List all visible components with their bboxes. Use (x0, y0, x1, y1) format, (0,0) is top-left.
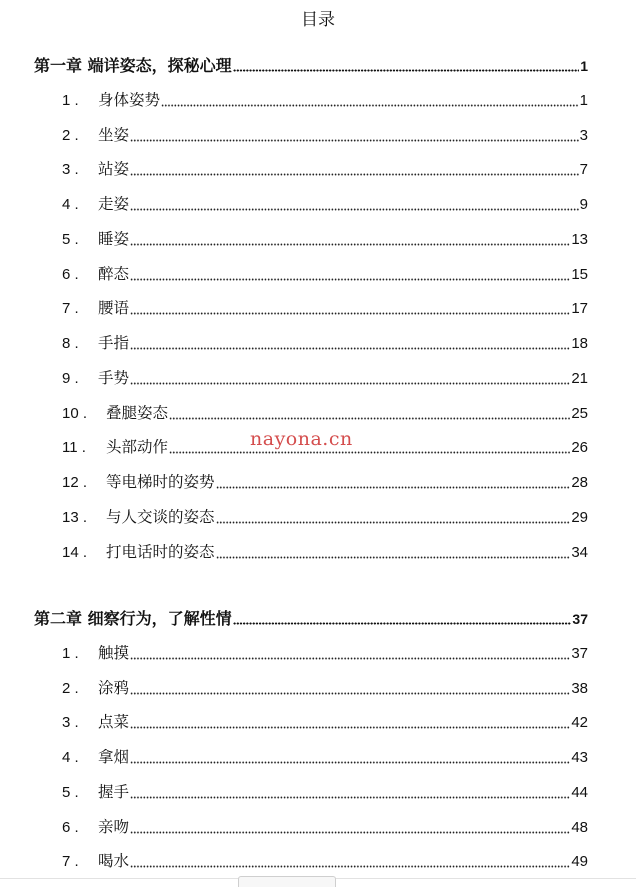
toc-entry[interactable] (0, 226, 636, 250)
toc-title: 目录 (301, 10, 335, 30)
chapter-title: 第一章 端详姿态，探秘心理 (34, 56, 232, 75)
chapter-heading[interactable] (0, 605, 636, 629)
toc-entry-number: 9 . (62, 369, 79, 387)
toc-entry-text: 手势 (98, 368, 130, 387)
toc-entry-number: 7 . (62, 300, 79, 318)
toc-entry-label (62, 264, 129, 285)
toc-entry-number: 6 . (62, 818, 79, 836)
dot-leader (130, 173, 579, 176)
toc-entry-text: 叠腿姿态 (106, 403, 169, 422)
toc-entry-page-number: 42 (571, 714, 588, 732)
toc-entry[interactable] (0, 675, 636, 699)
toc-entry-number: 4 . (62, 749, 79, 766)
toc-entry[interactable] (0, 365, 636, 389)
toc-entry-label (62, 678, 129, 699)
toc-entry-page-number: 29 (571, 508, 588, 526)
toc-entry-page-number: 37 (571, 644, 588, 662)
toc-entry-text: 坐姿 (98, 125, 130, 144)
toc-entry-label (62, 472, 215, 493)
toc-entry[interactable] (0, 87, 636, 111)
dot-leader (233, 622, 572, 625)
toc-entry-label (62, 817, 129, 838)
toc-entry-page-number: 1 (579, 91, 588, 109)
toc-entry-text: 喝水 (98, 852, 130, 871)
toc-entry[interactable] (0, 640, 636, 664)
toc-entry-label (62, 298, 129, 319)
toc-entry-number: 3 . (62, 714, 79, 732)
toc-entry-label (62, 782, 129, 803)
toc-entry-label (62, 712, 129, 733)
toc-entry[interactable] (0, 330, 636, 354)
toc-entry-text: 站姿 (98, 160, 130, 179)
toc-entry-text: 点菜 (98, 713, 130, 732)
toc-entry-label (62, 851, 129, 872)
toc-entry-text: 亲吻 (98, 817, 130, 836)
dot-leader (130, 347, 570, 350)
toc-entry-number: 10 . (62, 404, 88, 422)
dot-leader (161, 104, 579, 107)
toc-entry-label (62, 747, 129, 768)
dot-leader (130, 312, 570, 315)
toc-entry-number: 6 . (62, 265, 79, 283)
dot-leader (130, 726, 570, 729)
toc-entry-number: 7 . (62, 853, 79, 871)
toc-entry[interactable] (0, 191, 636, 215)
dot-leader (130, 208, 579, 211)
toc-entry-label (62, 229, 129, 250)
toc-entry[interactable] (0, 709, 636, 733)
dot-leader (130, 139, 579, 142)
toc-entry-number: 5 . (62, 230, 79, 248)
toc-entry-page-number: 38 (571, 679, 588, 697)
toc-entry-number: 2 . (62, 126, 79, 144)
toc-entry-number: 8 . (62, 335, 79, 352)
toc-entry-label (62, 507, 215, 528)
toc-entry-number: 13 . (62, 508, 88, 526)
toc-entry[interactable] (0, 539, 636, 563)
toc-entry-page-number: 3 (579, 126, 588, 144)
toc-entry-text: 手指 (98, 334, 130, 352)
chapter-page-number: 37 (572, 611, 588, 627)
toc-entry-number: 2 . (62, 679, 79, 697)
dot-leader (130, 657, 570, 660)
toc-entry-label (62, 333, 129, 354)
page-scroll-tab[interactable] (238, 876, 336, 887)
toc-entry-label (62, 368, 129, 389)
toc-entry-page-number: 25 (571, 404, 588, 422)
dot-leader (130, 382, 570, 385)
toc-entry-page-number: 26 (571, 439, 588, 457)
toc-entry[interactable] (0, 261, 636, 285)
toc-entry[interactable] (0, 156, 636, 180)
dot-leader (130, 796, 570, 799)
toc-entry-text: 触摸 (98, 643, 130, 662)
toc-entry[interactable] (0, 779, 636, 803)
toc-entry[interactable] (0, 295, 636, 319)
toc-entry-label (62, 437, 168, 458)
toc-entry-label (62, 159, 129, 180)
toc-entry-text: 头部动作 (106, 438, 169, 457)
toc-entry-text: 醉态 (98, 264, 130, 283)
dot-leader (169, 451, 570, 454)
toc-entry-page-number: 15 (571, 265, 588, 283)
toc-entry[interactable] (0, 848, 636, 872)
toc-entry-number: 4 . (62, 196, 79, 213)
chapter-heading[interactable] (0, 52, 636, 76)
toc-entry-page-number: 43 (571, 749, 588, 766)
toc-entry[interactable] (0, 469, 636, 493)
toc-entry-page-number: 9 (579, 196, 588, 213)
toc-entry[interactable] (0, 814, 636, 838)
toc-entry-text: 握手 (98, 782, 130, 801)
toc-entry-page-number: 49 (571, 853, 588, 871)
toc-entry-label (62, 643, 129, 664)
toc-entry-text: 身体姿势 (98, 90, 161, 109)
toc-entry-text: 涂鸦 (98, 678, 130, 697)
toc-entry-page-number: 48 (571, 818, 588, 836)
toc-entry-label (62, 403, 168, 424)
toc-entry-text: 等电梯时的姿势 (106, 473, 215, 491)
toc-entry-page-number: 13 (571, 230, 588, 248)
watermark-text: nayona.cn (250, 428, 353, 450)
toc-entry-number: 11 . (62, 439, 86, 457)
toc-entry-text: 拿烟 (98, 748, 130, 766)
dot-leader (130, 278, 570, 281)
toc-entry[interactable] (0, 504, 636, 528)
toc-entry-text: 打电话时的姿态 (106, 542, 215, 561)
toc-entry-text: 走姿 (98, 195, 130, 213)
dot-leader (130, 831, 570, 834)
dot-leader (233, 69, 580, 72)
toc-entry-label (62, 542, 215, 563)
toc-entry-label (62, 90, 160, 111)
toc-entry[interactable] (0, 400, 636, 424)
dot-leader (216, 486, 571, 489)
dot-leader (130, 761, 570, 764)
toc-entry-text: 与人交谈的姿态 (106, 507, 215, 526)
chapter-page-number: 1 (580, 58, 588, 74)
toc-entry-number: 1 . (62, 91, 79, 109)
dot-leader (130, 243, 570, 246)
dot-leader (130, 865, 570, 868)
toc-entry[interactable] (0, 744, 636, 768)
toc-entry-number: 12 . (62, 474, 88, 491)
toc-entry-number: 5 . (62, 783, 79, 801)
toc-entry-label (62, 125, 129, 146)
toc-entry-page-number: 34 (571, 543, 588, 561)
toc-entry-number: 14 . (62, 543, 88, 561)
toc-entry-number: 1 . (62, 644, 79, 662)
toc-entry-page-number: 18 (571, 335, 588, 352)
toc-entry-label (62, 194, 129, 215)
toc-entry-page-number: 28 (571, 474, 588, 491)
toc-entry[interactable] (0, 122, 636, 146)
dot-leader (216, 521, 571, 524)
toc-entry-text: 睡姿 (98, 229, 130, 248)
dot-leader (169, 417, 570, 420)
toc-entry-page-number: 17 (571, 300, 588, 318)
toc-entry-page-number: 44 (571, 783, 588, 801)
toc-entry-page-number: 7 (579, 161, 588, 179)
dot-leader (130, 692, 570, 695)
toc-entry-page-number: 21 (571, 369, 588, 387)
toc-entry-text: 腰语 (98, 299, 130, 318)
toc-entry-number: 3 . (62, 161, 79, 179)
chapter-title: 第二章 细察行为，了解性情 (34, 609, 232, 628)
dot-leader (216, 556, 571, 559)
